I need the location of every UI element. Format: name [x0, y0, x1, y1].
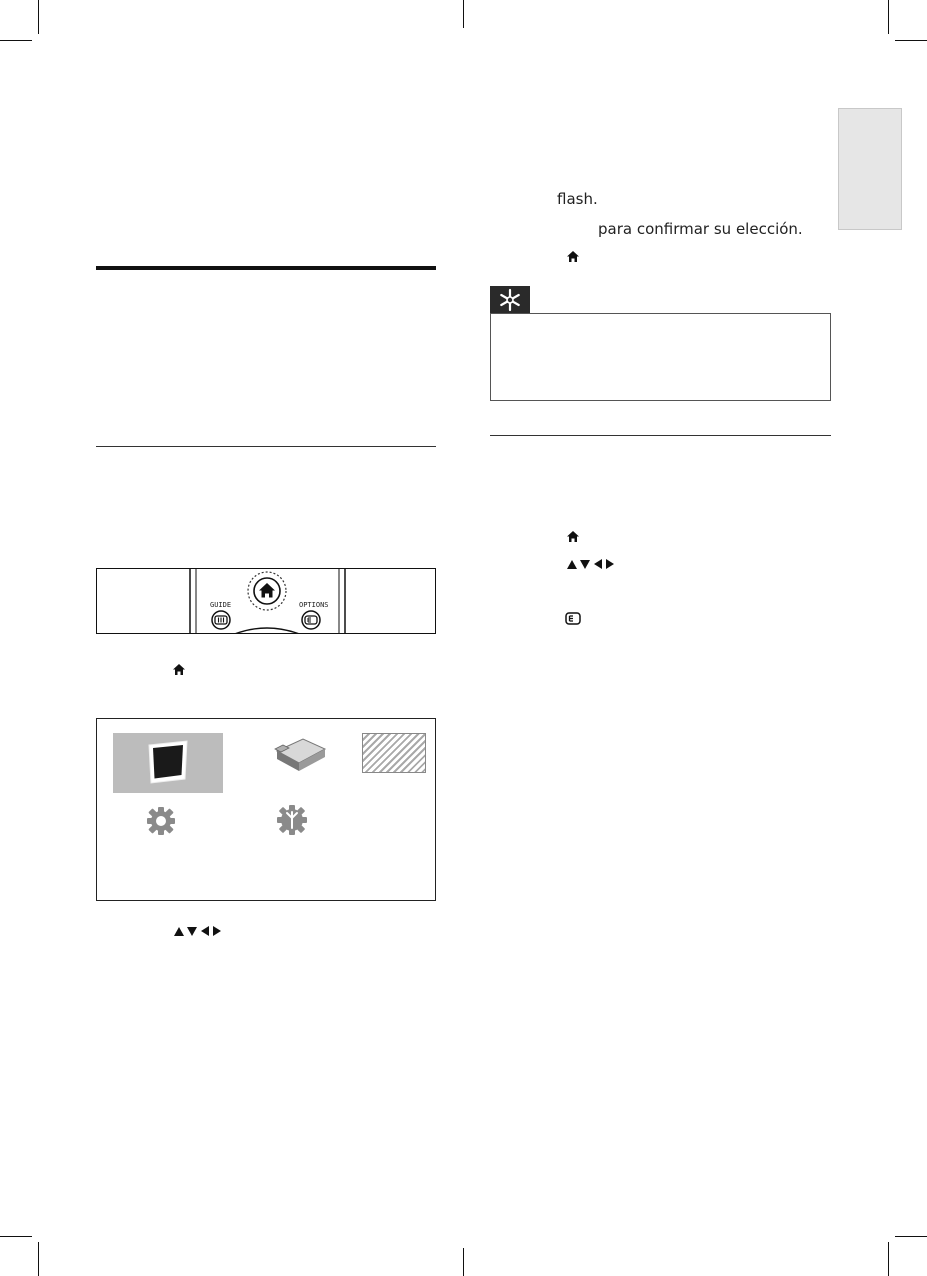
crop-mark — [888, 1242, 889, 1276]
step-text-confirm: para confirmar su elección. — [598, 220, 803, 238]
tv-tile — [113, 733, 223, 793]
section-rule — [96, 266, 436, 270]
language-tab — [838, 108, 902, 230]
hatched-tile — [362, 733, 426, 773]
asterisk-tip-icon — [490, 286, 530, 314]
navigation-arrows-icon — [173, 925, 223, 937]
tip-box — [490, 313, 831, 401]
crop-mark — [463, 1248, 464, 1276]
tip-header — [490, 286, 530, 314]
guide-button — [209, 610, 233, 630]
crop-mark — [0, 40, 32, 41]
gear-icon — [145, 805, 177, 837]
guide-label: GUIDE — [210, 601, 232, 609]
tv-icon — [145, 739, 191, 787]
options-icon — [565, 612, 581, 625]
usb-icon — [273, 733, 329, 777]
home-menu-image — [96, 718, 436, 901]
remote-control-image — [96, 568, 436, 634]
crop-mark — [895, 40, 927, 41]
navigation-arrows-icon — [566, 558, 616, 570]
options-label: OPTIONS — [299, 601, 329, 609]
crop-mark — [38, 1242, 39, 1276]
crop-mark — [895, 1236, 927, 1237]
step-text-flash: flash. — [557, 190, 598, 208]
crop-mark — [463, 0, 464, 28]
subsection-rule — [490, 435, 831, 436]
home-icon — [566, 250, 580, 263]
home-icon — [566, 530, 580, 543]
subsection-rule — [96, 446, 436, 447]
crop-mark — [888, 0, 889, 34]
crop-mark — [38, 0, 39, 34]
crop-mark — [0, 1236, 32, 1237]
options-button — [299, 610, 323, 630]
antenna-gear-icon — [275, 803, 309, 837]
home-icon — [172, 663, 186, 676]
